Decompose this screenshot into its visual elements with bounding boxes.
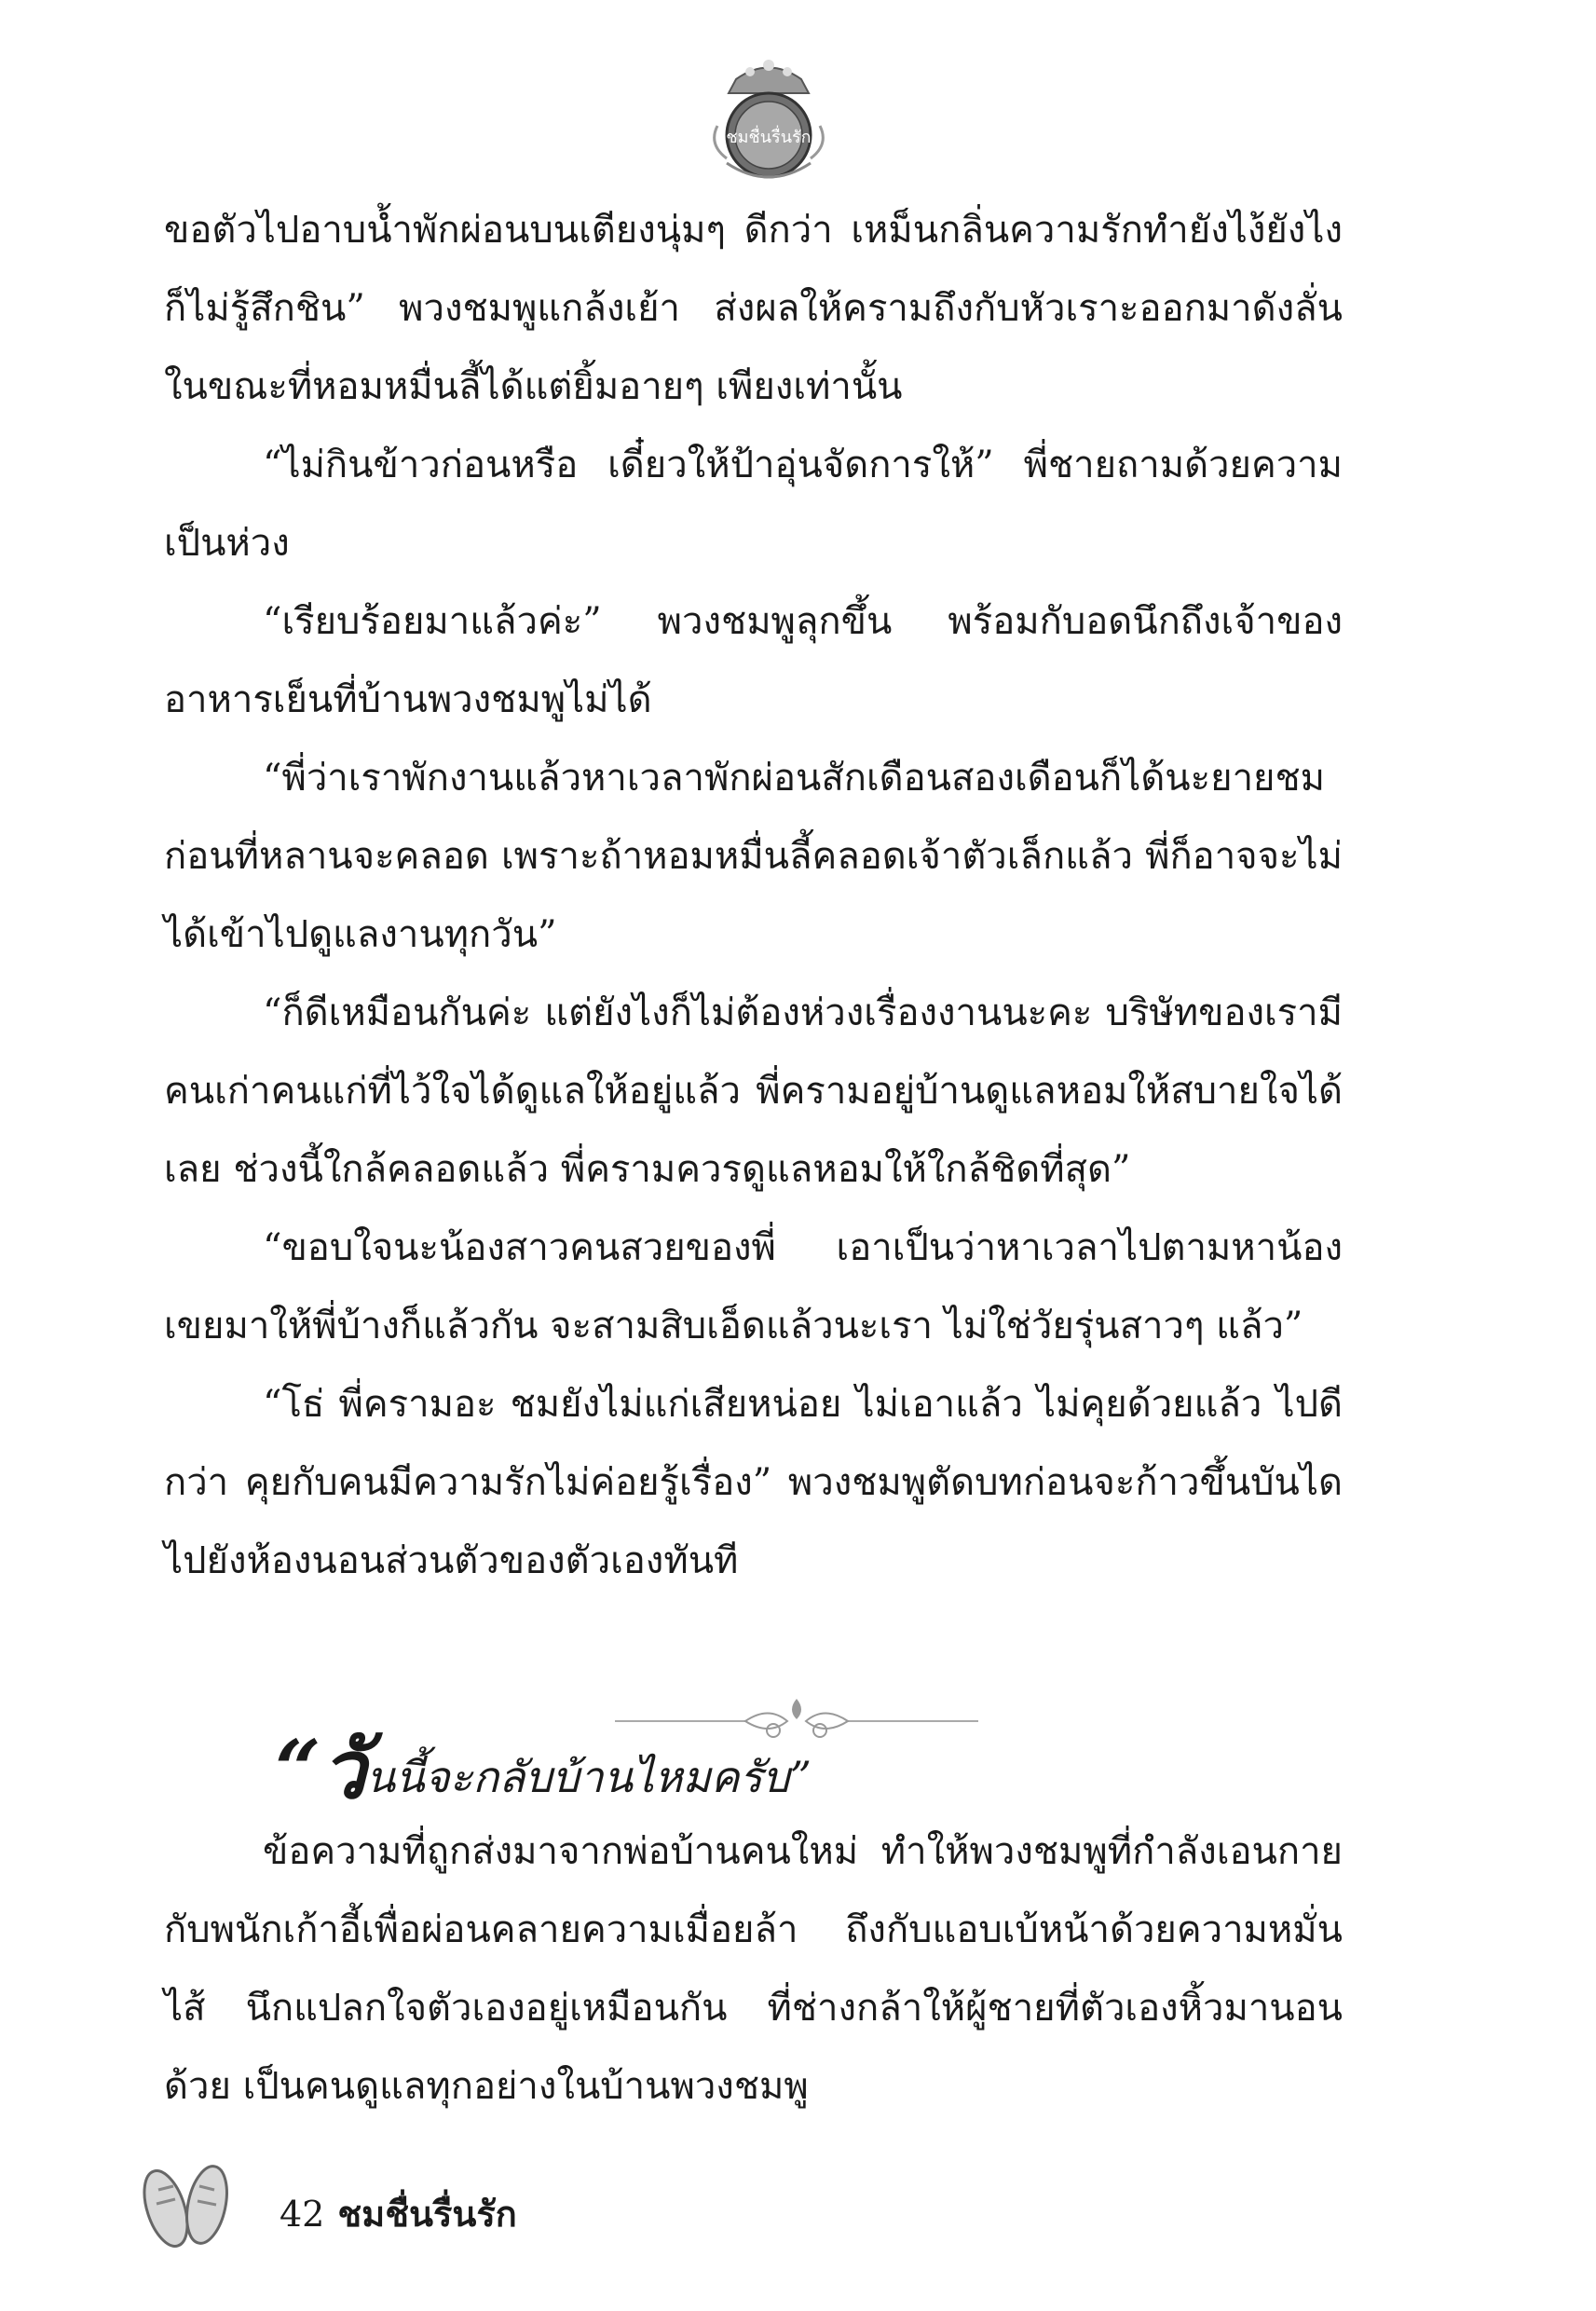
logo-text: ชมชื่นรื่นรัก: [726, 128, 812, 147]
paragraph: “ไม่กินข้าวก่อนหรือ เดี๋ยวให้ป้าอุ่นจัดการให้” พี่ชายถามด้วยความเป็นห่วง: [164, 444, 1343, 565]
paragraph: “พี่ว่าเราพักงานแล้วหาเวลาพักผ่อนสักเดือนสองเดือนก็ได้นะยายชม ก่อนที่หลานจะคลอด เพราะถ้าหอมหมื่นลี้คลอดเจ้าตัวเล็กแล้ว พี่ก็อาจจะไม่ได้เข้าไปดูแลงานทุกวัน”: [164, 757, 1343, 956]
drop-cap: วั: [321, 1723, 366, 1817]
opening-quote-mark: “: [275, 1723, 321, 1817]
page-footer: [280, 2185, 517, 2242]
paragraph: “ก็ดีเหมือนกันค่ะ แต่ยังไงก็ไม่ต้องห่วงเรื่องงานนะคะ บริษัทของเรามีคนเก่าคนแก่ที่ไว้ใจได้ดูแลให้อยู่แล้ว พี่ครามอยู่บ้านดูแลหอมให้สบายใจได้เลย ช่วงนี้ใกล้คลอดแล้ว พี่ครามควรดูแลหอมให้ใกล้ชิดที่สุด”: [164, 991, 1343, 1191]
chapter-opening-line: [275, 1723, 812, 1817]
paragraph: ข้อความที่ถูกส่งมาจากพ่อบ้านคนใหม่ ทำให้พวงชมพูที่กำลังเอนกายกับพนักเก้าอี้เพื่อผ่อนคลายความเมื่อยล้า ถึงกับแอบเบ้หน้าด้วยความหมั่นไส้ นึกแปลกใจตัวเองอยู่เหมือนกัน ที่ช่างกล้าให้ผู้ชายที่ตัวเองหิ้วมานอนด้วย เป็นคนดูแลทุกอย่างในบ้านพวงชมพู: [164, 1830, 1343, 2108]
opening-line-text: นนี้จะกลับบ้านไหมครับ”: [365, 1752, 812, 1802]
page-number: 42: [280, 2194, 325, 2235]
paragraph: “ขอบใจนะน้องสาวคนสวยของพี่ เอาเป็นว่าหาเวลาไปตามหาน้องเขยมาให้พี่บ้างก็แล้วกัน จะสามสิบเอ็ดแล้วนะเรา ไม่ใช่วัยรุ่นสาวๆ แล้ว”: [164, 1226, 1343, 1347]
paragraph: ขอตัวไปอาบน้ำพักผ่อนบนเตียงนุ่มๆ ดีกว่า เหม็นกลิ่นความรักทำยังไง้ยังไงก็ไม่รู้สึกชิน” พวงชมพูแกล้งเย้า ส่งผลให้ครามถึงกับหัวเราะออกมาดังลั่น ในขณะที่หอมหมื่นลี้ได้แต่ยิ้มอายๆ เพียงเท่านั้น: [164, 209, 1343, 408]
body-text-lower: [164, 1812, 1343, 2126]
book-title: ชมชื่นรื่นรัก: [337, 2194, 517, 2235]
paragraph: “เรียบร้อยมาแล้วค่ะ” พวงชมพูลุกขึ้น พร้อมกับอดนึกถึงเจ้าของอาหารเย็นที่บ้านพวงชมพูไม่ได้: [164, 600, 1343, 721]
body-text-upper: [164, 191, 1343, 1600]
paragraph: “โธ่ พี่ครามอะ ชมยังไม่แก่เสียหน่อย ไม่เอาแล้ว ไม่คุยด้วยแล้ว ไปดีกว่า คุยกับคนมีความรักไม่ค่อยรู้เรื่อง” พวงชมพูตัดบทก่อนจะก้าวขึ้นบันไดไปยังห้องนอนส่วนตัวของตัวเองทันที: [164, 1383, 1343, 1582]
footprint-icon: [130, 2153, 242, 2255]
header-logo: [699, 51, 839, 191]
